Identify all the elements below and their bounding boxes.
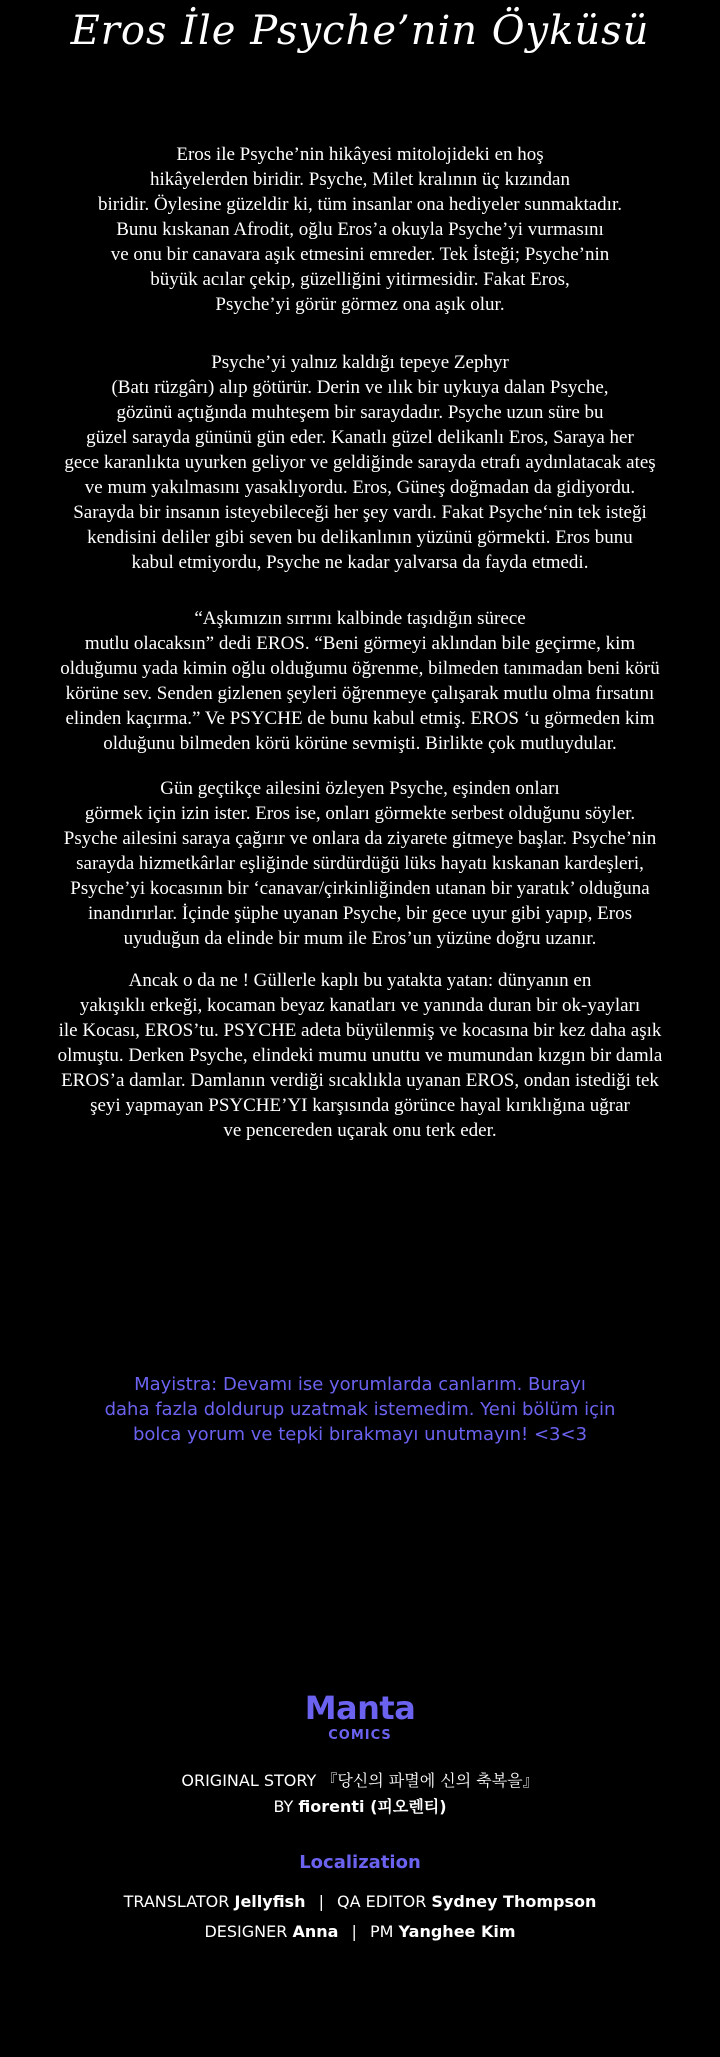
story-line: inandırırlar. İçinde şüphe uyanan Psyche, bir gece uyur gibi yapıp, Eros <box>88 903 632 924</box>
story-paragraph-5 <box>0 968 720 1143</box>
original-story-title: 『당신의 파멸에 신의 축복을』 <box>321 1771 539 1790</box>
story-line: gece karanlıkta uyurken geliyor ve geldiğinde sarayda etrafı aydınlatacak ateş <box>64 452 656 473</box>
story-line: Psyche ailesini saraya çağırır ve onlara da ziyarete gitmeye başlar. Psyche’nin <box>63 828 657 849</box>
story-line: Bunu kıskanan Afrodit, oğlu Eros’a okuyla Psyche’yi vurmasını <box>116 219 604 240</box>
page-title: Eros İle Psyche’nin Öyküsü <box>70 8 650 54</box>
story-paragraph-3 <box>0 606 720 756</box>
story-line: mutlu olacaksın” dedi EROS. “Beni görmeyi aklından bile geçirme, kim <box>84 633 636 654</box>
story-line: (Batı rüzgârı) alıp götürür. Derin ve ılık bir uykuya dalan Psyche, <box>111 377 609 398</box>
pm-name: Yanghee Kim <box>398 1922 516 1941</box>
qa-name: Sydney Thompson <box>431 1892 597 1911</box>
story-line: güzel sarayda gününü gün eder. Kanatlı güzel delikanlı Eros, Saraya her <box>86 427 634 448</box>
story-line: sarayda hizmetkârlar eşliğinde sürdürdüğü lüks hayatı kıskanan kardeşleri, <box>76 853 644 874</box>
translator-note <box>0 1372 720 1447</box>
story-line: biridir. Öylesine güzeldir ki, tüm insanlar ona hediyeler sunmaktadır. <box>98 194 622 215</box>
separator: | <box>318 1892 324 1911</box>
translator-label: TRANSLATOR <box>123 1892 230 1911</box>
story-line: Psyche’yi yalnız kaldığı tepeye Zephyr <box>211 352 509 373</box>
designer-label: DESIGNER <box>204 1922 288 1941</box>
story-line: EROS’a damlar. Damlanın verdiği sıcaklıkla uyanan EROS, ondan istediği tek <box>61 1070 659 1091</box>
story-paragraph-4 <box>0 776 720 951</box>
story-line: Gün geçtikçe ailesini özleyen Psyche, eşinden onları <box>160 778 560 799</box>
story-line: Eros ile Psyche’nin hikâyesi mitolojideki en hoş <box>176 144 544 165</box>
note-line: daha fazla doldurup uzatmak istemedim. Yeni bölüm için <box>104 1399 616 1420</box>
qa-label: QA EDITOR <box>337 1892 427 1911</box>
story-line: ve onu bir canavara aşık etmesini emreder. Tek İsteği; Psyche’nin <box>110 244 610 265</box>
separator: | <box>351 1922 357 1941</box>
story-line: olduğunu bilmeden körü körüne sevmişti. Birlikte çok mutluydular. <box>103 733 617 754</box>
story-line: ile Kocası, EROS’tu. PSYCHE adeta büyülenmiş ve kocasına bir kez daha aşık <box>58 1020 662 1041</box>
story-line: görmek için izin ister. Eros ise, onları görmekte serbest olduğunu söyler. <box>84 803 636 824</box>
story-line: ve mum yakılmasını yasaklıyordu. Eros, Güneş doğmadan da gidiyordu. <box>84 477 636 498</box>
pm-label: PM <box>370 1922 394 1941</box>
story-line: Ancak o da ne ! Güllerle kaplı bu yatakta yatan: dünyanın en <box>128 970 592 991</box>
staff-credit-row-1 <box>0 1892 720 1911</box>
author-credit <box>0 1794 720 1817</box>
story-paragraph-2 <box>0 350 720 575</box>
original-story-label: ORIGINAL STORY <box>181 1771 317 1790</box>
localization-heading: Localization <box>299 1852 421 1873</box>
note-line: bolca yorum ve tepki bırakmayı unutmayın! <3<3 <box>132 1424 588 1445</box>
story-line: Sarayda bir insanın isteyebileceği her şey vardı. Fakat Psyche‘nin tek isteği <box>73 502 647 523</box>
story-line: yakışıklı erkeği, kocaman beyaz kanatları ve yanında duran bir ok-yayları <box>79 995 641 1016</box>
manta-logo: Manta <box>304 1689 416 1727</box>
translator-name: Jellyfish <box>234 1892 306 1911</box>
story-line: kendisini deliler gibi seven bu delikanlının yüzünü görmekti. Eros bunu <box>87 527 633 548</box>
story-line: kabul etmiyordu, Psyche ne kadar yalvarsa da fayda etmedi. <box>131 552 589 573</box>
story-line: hikâyelerden biridir. Psyche, Milet kralının üç kızından <box>149 169 570 190</box>
manta-logo-sub: COMICS <box>328 1728 392 1743</box>
story-line: olduğumu yada kimin oğlu olduğumu öğrenme, bilmeden tanımadan beni körü <box>60 658 660 679</box>
story-line: uyuduğun da elinde bir mum ile Eros’un yüzüne doğru uzanır. <box>123 928 597 949</box>
designer-name: Anna <box>292 1922 339 1941</box>
story-line: “Aşkımızın sırrını kalbinde taşıdığın sürece <box>194 608 526 629</box>
story-paragraph-1 <box>0 142 720 317</box>
staff-credit-row-2 <box>0 1922 720 1941</box>
story-line: ve pencereden uçarak onu terk eder. <box>223 1120 497 1141</box>
story-line: şeyi yapmayan PSYCHE’YI karşısında görünce hayal kırıklığına uğrar <box>90 1095 630 1116</box>
story-line: Psyche’yi görür görmez ona aşık olur. <box>215 294 505 315</box>
story-line: büyük acılar çekip, güzelliğini yitirmesidir. Fakat Eros, <box>150 269 570 290</box>
story-line: elinden kaçırma.” Ve PSYCHE de bunu kabul etmiş. EROS ‘u görmeden kim <box>65 708 655 729</box>
story-line: körüne sev. Senden gizlenen şeyleri öğrenmeye çalışarak mutlu olma fırsatını <box>65 683 655 704</box>
note-line: Mayistra: Devamı ise yorumlarda canlarım. Burayı <box>134 1374 586 1395</box>
by-label: BY <box>273 1797 294 1816</box>
author-name: fiorenti (피오렌티) <box>298 1797 447 1816</box>
story-line: Psyche’yi kocasının bir ‘canavar/çirkinliğinden utanan bir yaratık’ olduğuna <box>70 878 650 899</box>
story-line: olmuştu. Derken Psyche, elindeki mumu unuttu ve mumundan kızgın bir damla <box>57 1045 663 1066</box>
original-story-credit <box>0 1768 720 1791</box>
story-line: gözünü açtığında muhteşem bir saraydadır. Psyche uzun süre bu <box>116 402 604 423</box>
